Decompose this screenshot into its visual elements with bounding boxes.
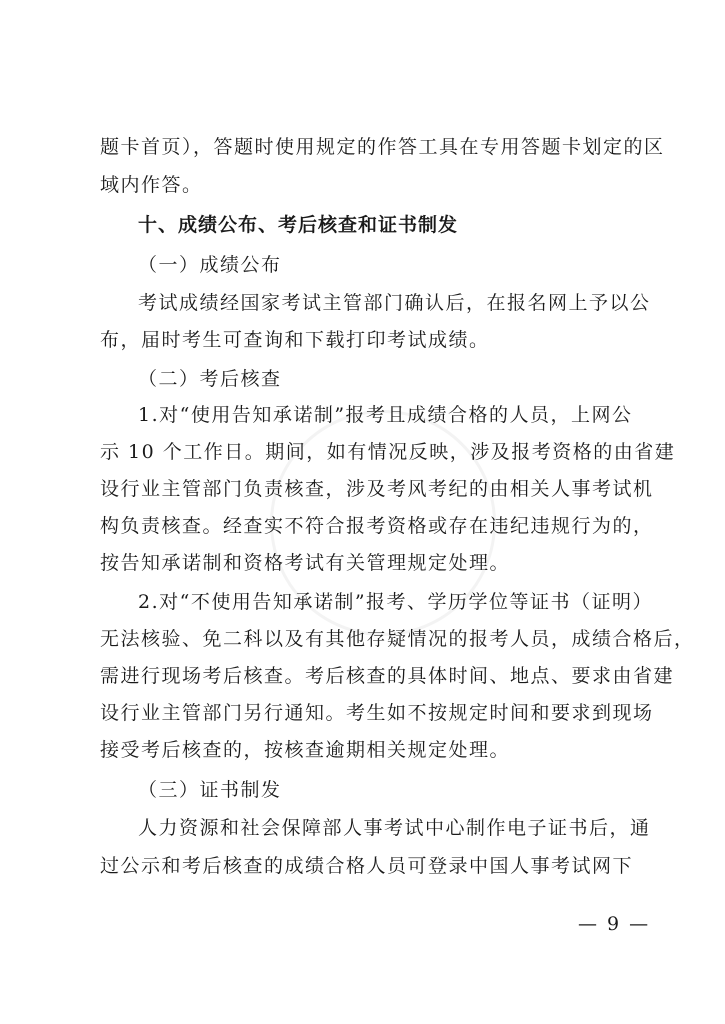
page-number: — 9 — (578, 913, 651, 935)
text-line: 接受考后核查的，按核查逾期相关规定处理。 (100, 739, 511, 761)
subsection-heading: （三）证书制发 (138, 779, 282, 801)
text-line: 考试成绩经国家考试主管部门确认后，在报名网上予以公 (138, 292, 651, 314)
text-line: 无法核验、免二科以及有其他存疑情况的报考人员，成绩合格后， (100, 628, 695, 650)
text-line: 按告知承诺制和资格考试有关管理规定处理。 (100, 552, 511, 574)
text-line: 布，届时考生可查询和下载打印考试成绩。 (100, 329, 490, 351)
text-line: 设行业主管部门负责核查，涉及考风考纪的由相关人事考试机 (100, 478, 654, 500)
text-line: 需进行现场考后核查。考后核查的具体时间、地点、要求由省建 (100, 665, 675, 687)
text-line: 人力资源和社会保障部人事考试中心制作电子证书后，通 (138, 817, 651, 839)
text-line: 构负责核查。经查实不符合报考资格或存在违纪违规行为的， (100, 515, 654, 537)
text-line: 题卡首页），答题时使用规定的作答工具在专用答题卡划定的区 (100, 136, 665, 158)
text-line: 过公示和考后核查的成绩合格人员可登录中国人事考试网下 (100, 855, 634, 877)
text-line: 2.对“不使用告知承诺制”报考、学历学位等证书（证明） (138, 591, 654, 613)
text-line: 域内作答。 (100, 174, 203, 196)
section-heading: 十、成绩公布、考后核查和证书制发 (138, 214, 459, 236)
text-line: 示 10 个工作日。期间，如有情况反映，涉及报考资格的由省建 (100, 441, 676, 463)
text-line: 设行业主管部门另行通知。考生如不按规定时间和要求到现场 (100, 702, 654, 724)
text-line: 1.对“使用告知承诺制”报考且成绩合格的人员，上网公 (138, 404, 633, 426)
subsection-heading: （二）考后核查 (138, 368, 282, 390)
subsection-heading: （一）成绩公布 (138, 254, 282, 276)
